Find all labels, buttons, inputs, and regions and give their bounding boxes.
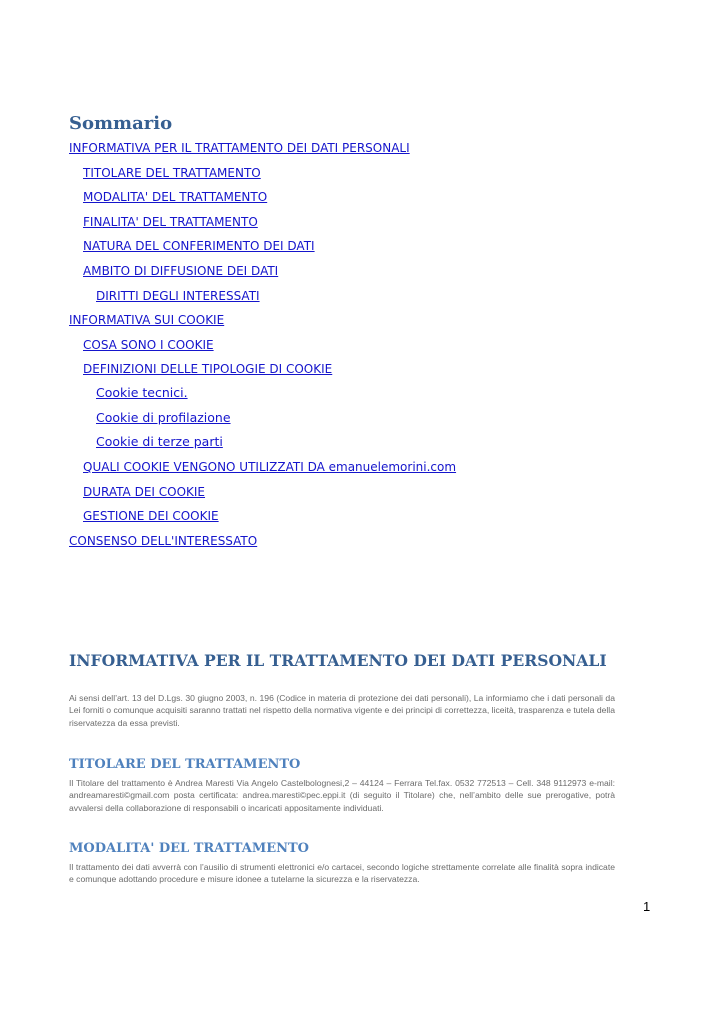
- toc-link[interactable]: Cookie di terze parti: [96, 434, 223, 449]
- toc-link[interactable]: CONSENSO DELL'INTERESSATO: [69, 534, 258, 548]
- toc-link[interactable]: Cookie tecnici.: [96, 385, 188, 400]
- main-heading: INFORMATIVA PER IL TRATTAMENTO DEI DATI PERSONALI: [69, 651, 607, 670]
- toc-item-finalita[interactable]: [83, 214, 258, 230]
- section-text-titolare: Il Titolare del trattamento è Andrea Maresti Via Angelo Castelbolognesi,2 – 44124 – Ferrara Tel.fax. 0532 772513 – Cell. 348 9112973 e-mail: andreamaresti©gmail.com posta certificata: andrea.maresti©pec.eppi.it (di seguito il Titolare) che, nell’ambito delle sue prerogative, potrà avvalersi della collaborazione di responsabili o incaricati appositamente individuati.: [69, 778, 615, 813]
- toc-item-cookie-profilazione[interactable]: [96, 410, 231, 426]
- toc-item-modalita[interactable]: [83, 189, 267, 205]
- toc-item-natura-conferimento[interactable]: [83, 238, 315, 254]
- toc-item-durata-cookie[interactable]: [83, 484, 205, 500]
- toc-item-ambito-diffusione[interactable]: [83, 263, 278, 279]
- toc-link[interactable]: COSA SONO I COOKIE: [83, 338, 214, 352]
- toc-item-definizioni-tipologie[interactable]: [83, 361, 332, 377]
- toc-item-gestione-cookie[interactable]: [83, 508, 219, 524]
- toc-link[interactable]: AMBITO DI DIFFUSIONE DEI DATI: [83, 264, 279, 278]
- section-heading-modalita: MODALITA' DEL TRATTAMENTO: [69, 841, 309, 856]
- toc-link[interactable]: DURATA DEI COOKIE: [83, 485, 206, 499]
- toc-item-quali-cookie[interactable]: [83, 459, 456, 475]
- toc-link[interactable]: DIRITTI DEGLI INTERESSATI: [96, 289, 260, 303]
- toc-link[interactable]: GESTIONE DEI COOKIE: [83, 509, 219, 523]
- toc-item-consenso[interactable]: [69, 533, 257, 549]
- section-text-modalita: Il trattamento dei dati avverrà con l’ausilio di strumenti elettronici e/o cartacei, secondo logiche strettamente correlate alle finalità sopra indicate e comunque adottando procedure e misure idonee a tutelarne la sicurezza e la riservatezza.: [69, 862, 615, 885]
- toc-item-cookie-tecnici[interactable]: [96, 385, 188, 401]
- toc-link[interactable]: INFORMATIVA SUI COOKIE: [69, 313, 225, 327]
- toc-link[interactable]: TITOLARE DEL TRATTAMENTO: [83, 166, 261, 180]
- toc-item-informativa-trattamento[interactable]: [69, 140, 410, 156]
- page-number: 1: [643, 899, 651, 914]
- toc-title: Sommario: [69, 113, 173, 134]
- intro-paragraph: Ai sensi dell’art. 13 del D.Lgs. 30 giugno 2003, n. 196 (Codice in materia di protezione dei dati personali), La informiamo che i dati personali da Lei forniti o comunque acquisiti saranno trattati nel rispetto della normativa vigente e dei principi di correttezza, liceità, trasparenza e tutela della riservatezza da essa previsti.: [69, 693, 615, 728]
- toc-item-diritti-interessati[interactable]: [96, 288, 260, 304]
- section-heading-titolare: TITOLARE DEL TRATTAMENTO: [69, 757, 301, 772]
- toc-item-cookie-terze-parti[interactable]: [96, 434, 223, 450]
- toc-item-informativa-cookie[interactable]: [69, 312, 224, 328]
- toc-link[interactable]: DEFINIZIONI DELLE TIPOLOGIE DI COOKIE: [83, 362, 333, 376]
- toc-link[interactable]: INFORMATIVA PER IL TRATTAMENTO DEI DATI PERSONALI: [69, 141, 410, 155]
- toc-item-cosa-sono-cookie[interactable]: [83, 337, 214, 353]
- toc-link[interactable]: MODALITA' DEL TRATTAMENTO: [83, 190, 268, 204]
- toc-link[interactable]: Cookie di profilazione: [96, 410, 231, 425]
- toc-link[interactable]: FINALITA' DEL TRATTAMENTO: [83, 215, 258, 229]
- toc-item-titolare[interactable]: [83, 165, 261, 181]
- toc-link[interactable]: NATURA DEL CONFERIMENTO DEI DATI: [83, 239, 315, 253]
- toc-link[interactable]: QUALI COOKIE VENGONO UTILIZZATI DA emanuelemorini.com: [83, 460, 457, 474]
